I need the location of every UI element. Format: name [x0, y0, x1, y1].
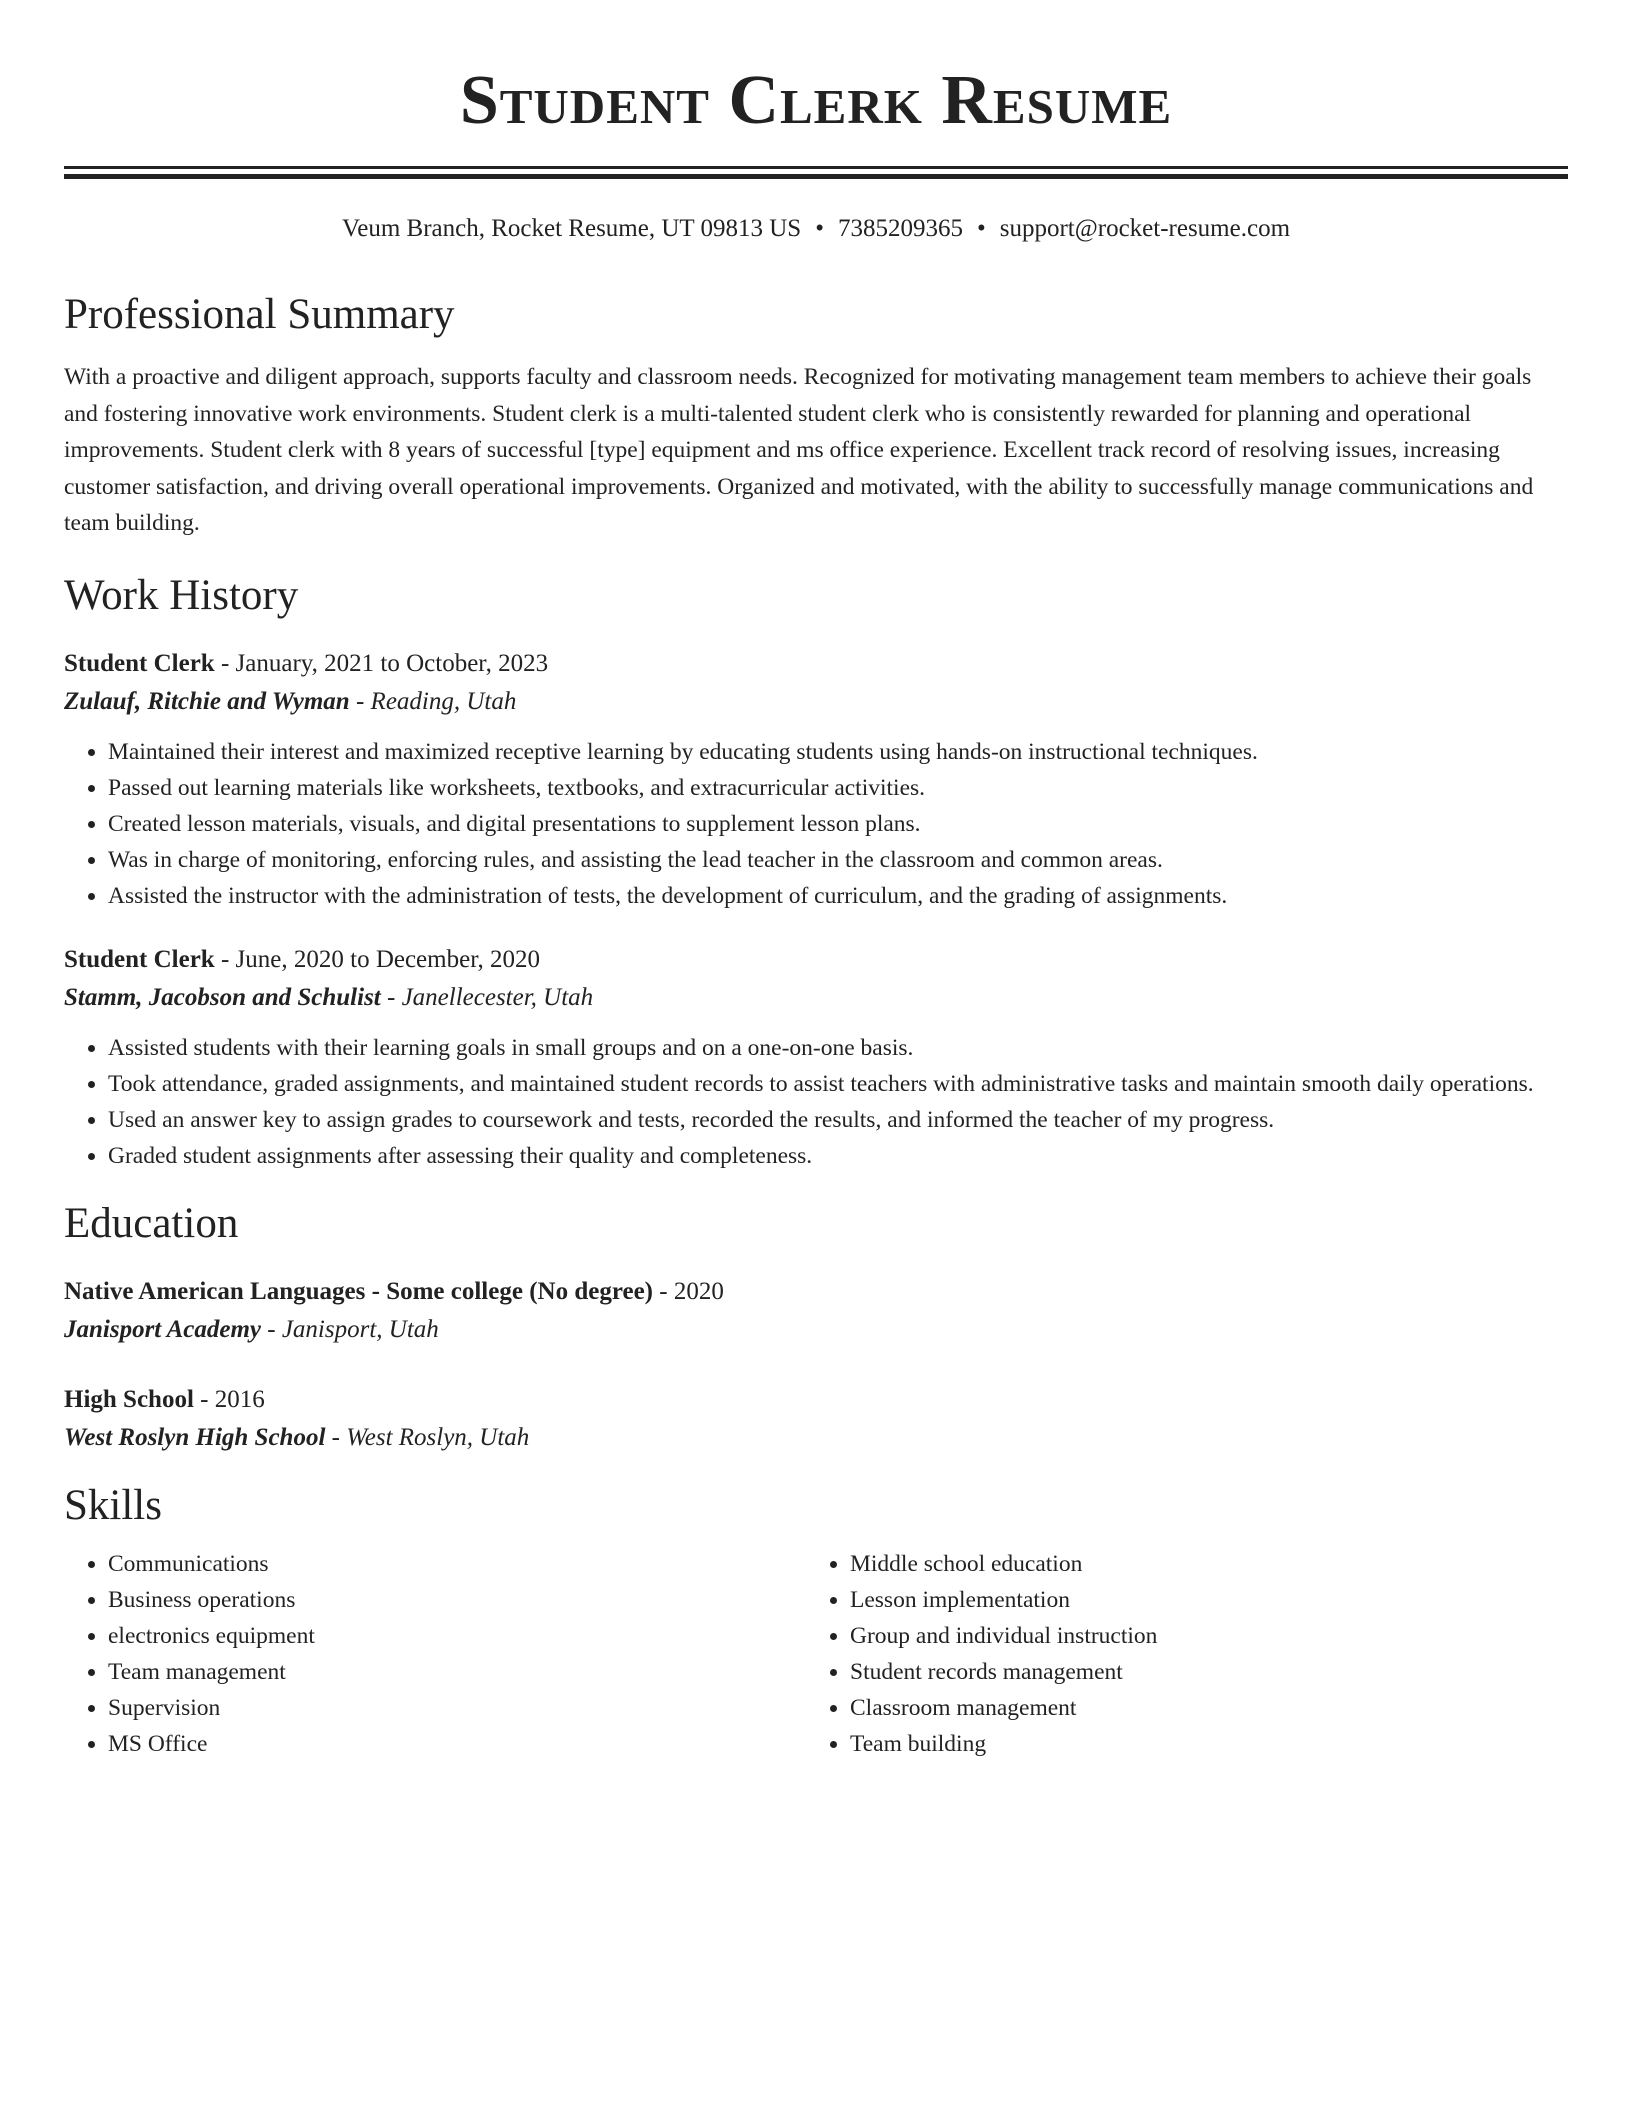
- education-location: - Janisport, Utah: [261, 1315, 439, 1343]
- job-company-line: [64, 682, 1568, 722]
- job-company: Zulauf, Ritchie and Wyman: [64, 687, 350, 715]
- contact-line: [64, 213, 1568, 245]
- job-title-line: [64, 942, 1568, 978]
- education-school-line: [64, 1310, 1568, 1350]
- title-divider-bottom: [64, 174, 1568, 179]
- summary-text: With a proactive and diligent approach, supports faculty and classroom needs. Recognized for motivating management team members to achieve their goals and fostering innovative work environments. Student clerk is a multi-talented student clerk who is consistently rewarded for planning and operational improvements. Student clerk with 8 years of successful [type] equipment and ms office experience. Excellent track record of resolving issues, increasing customer satisfaction, and driving overall operational improvements. Organized and motivated, with the ability to successfully manage communications and team building.: [64, 364, 1534, 536]
- job-bullet: • Took attendance, graded assignments, and maintained student records to assist teachers with administrative tasks and maintain smooth daily operations.: [108, 1066, 1568, 1102]
- skill-item: • Classroom management: [850, 1690, 1548, 1726]
- education-degree-line: [64, 1274, 1568, 1310]
- job-bullet: • Assisted students with their learning goals in small groups and on a one-on-one basis.: [108, 1030, 1568, 1066]
- job-bullet: • Was in charge of monitoring, enforcing rules, and assisting the lead teacher in the classroom and common areas.: [108, 842, 1568, 878]
- contact-phone: 7385209365: [837, 215, 963, 242]
- contact-email: support@rocket-resume.com: [999, 215, 1291, 242]
- skill-item: • Supervision: [108, 1690, 806, 1726]
- contact-separator: •: [976, 215, 986, 242]
- contact-separator: •: [815, 215, 824, 242]
- skills-list-right: [806, 1546, 1548, 1762]
- skill-item: • Communications: [108, 1546, 806, 1582]
- job-bullet: • Used an answer key to assign grades to coursework and tests, recorded the results, and informed the teacher of my progress.: [108, 1102, 1568, 1138]
- job-location: - Reading, Utah: [349, 687, 517, 715]
- education-entry: [64, 1274, 1568, 1350]
- job-company: Stamm, Jacobson and Schulist: [64, 983, 381, 1011]
- skill-item: • electronics equipment: [108, 1618, 806, 1654]
- skill-item: • MS Office: [108, 1726, 806, 1762]
- job-dates: - January, 2021 to October, 2023: [214, 649, 549, 677]
- title-divider-top: [64, 166, 1568, 169]
- skills-heading: Skills: [64, 1481, 162, 1529]
- skill-item: • Team management: [108, 1654, 806, 1690]
- job-role: Student Clerk: [64, 945, 215, 973]
- education-year: - 2016: [193, 1385, 265, 1413]
- education-location: - West Roslyn, Utah: [325, 1423, 530, 1451]
- skill-item: • Team building: [850, 1726, 1548, 1762]
- skill-item: • Group and individual instruction: [850, 1618, 1548, 1654]
- contact-address: Veum Branch, Rocket Resume, UT 09813 US: [341, 215, 802, 242]
- summary-heading: Professional Summary: [64, 291, 455, 338]
- job-dates: - June, 2020 to December, 2020: [214, 945, 541, 973]
- skills-columns: [64, 1546, 1568, 1762]
- job-title-line: [64, 646, 1568, 682]
- skill-item: • Lesson implementation: [850, 1582, 1548, 1618]
- job-bullet: • Graded student assignments after assessing their quality and completeness.: [108, 1138, 1568, 1174]
- education-school: Janisport Academy: [64, 1315, 261, 1343]
- job-role: Student Clerk: [64, 649, 215, 677]
- work-history-heading: Work History: [64, 571, 299, 619]
- job-bullet: • Passed out learning materials like worksheets, textbooks, and extracurricular activities.: [108, 770, 1568, 806]
- job-entry: [64, 646, 1568, 914]
- job-entry: [64, 942, 1568, 1174]
- education-school: West Roslyn High School: [64, 1423, 326, 1451]
- job-bullets: [64, 1030, 1568, 1174]
- job-bullet: • Maintained their interest and maximized receptive learning by educating students using hands-on instructional techniques.: [108, 734, 1568, 770]
- education-degree: Native American Languages - Some college (No degree): [64, 1277, 653, 1305]
- education-entry: [64, 1382, 1568, 1458]
- skills-list-left: [64, 1546, 806, 1762]
- job-company-line: [64, 978, 1568, 1018]
- job-bullet: • Assisted the instructor with the administration of tests, the development of curriculum, and the grading of assignments.: [108, 878, 1568, 914]
- skill-item: • Middle school education: [850, 1546, 1548, 1582]
- job-location: - Janellecester, Utah: [380, 983, 594, 1011]
- resume-title: Student Clerk Resume: [459, 62, 1173, 139]
- skill-item: • Business operations: [108, 1582, 806, 1618]
- job-bullet: • Created lesson materials, visuals, and digital presentations to supplement lesson plans.: [108, 806, 1568, 842]
- skill-item: • Student records management: [850, 1654, 1548, 1690]
- education-heading: Education: [64, 1199, 239, 1247]
- education-degree-line: [64, 1382, 1568, 1418]
- education-year: - 2020: [653, 1277, 724, 1305]
- job-bullets: [64, 734, 1568, 914]
- education-school-line: [64, 1418, 1568, 1458]
- education-degree: High School: [64, 1385, 194, 1413]
